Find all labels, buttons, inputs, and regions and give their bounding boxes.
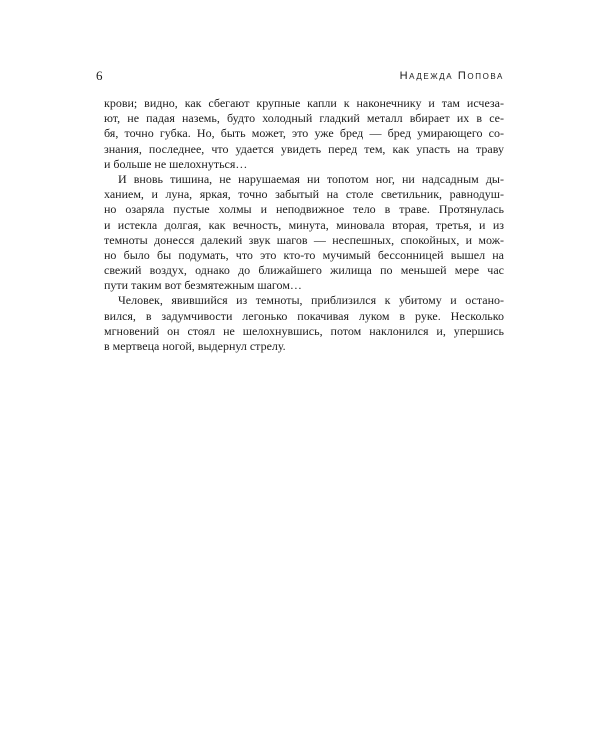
text-line: и больше не шелохнуться…: [104, 156, 248, 171]
text-line: но было бы подумать, что это кто-то мучимый бессонницей вышел на: [104, 247, 504, 262]
text-line: и истекла долгая, как вечность, минута, миновала вторая, третья, и из: [104, 217, 504, 232]
paragraph: [104, 293, 504, 354]
text-line: Человек, явившийся из темноты, приблизился к убитому и остано-: [118, 293, 504, 308]
text-line: бя, точно губка. Но, быть может, это уже бред — бред умирающего со-: [104, 126, 504, 141]
text-line: ханием, и луна, яркая, точно забытый на столе светильник, равнодуш-: [104, 187, 504, 202]
text-line: знания, последнее, что удается увидеть перед тем, как упасть на траву: [104, 141, 504, 156]
text-line: темноты донесся далекий звук шагов — неспешных, спокойных, и мож-: [104, 232, 504, 247]
text-line: в мертвеца ногой, выдернул стрелу.: [104, 339, 286, 353]
text-line: но озаряла пустые холмы и неподвижное тело в траве. Протянулась: [104, 202, 504, 217]
page-number: 6: [96, 68, 103, 83]
text-line: мгновений он стоял не шелохнувшись, потом наклонился и, упершись: [104, 323, 504, 338]
text-line: вился, в задумчивости легонько покачивая луком в руке. Несколько: [104, 308, 504, 323]
paragraph: [104, 96, 504, 172]
paragraph: [104, 172, 504, 294]
text-line: пути таким вот безмятежным шагом…: [104, 278, 302, 293]
text-line: ют, не падая наземь, будто холодный гладкий металл вбирает их в се-: [104, 111, 504, 126]
text-line: И вновь тишина, не нарушаемая ни топотом ног, ни надсадным ды-: [118, 171, 504, 186]
text-line: свежий воздух, однако до ближайшего жилища по меньшей мере час: [104, 263, 504, 278]
text-line: крови; видно, как сбегают крупные капли к наконечнику и там исчеза-: [104, 96, 504, 110]
body-text: [104, 96, 504, 354]
running-head-author: Надежда Попова: [399, 70, 504, 82]
